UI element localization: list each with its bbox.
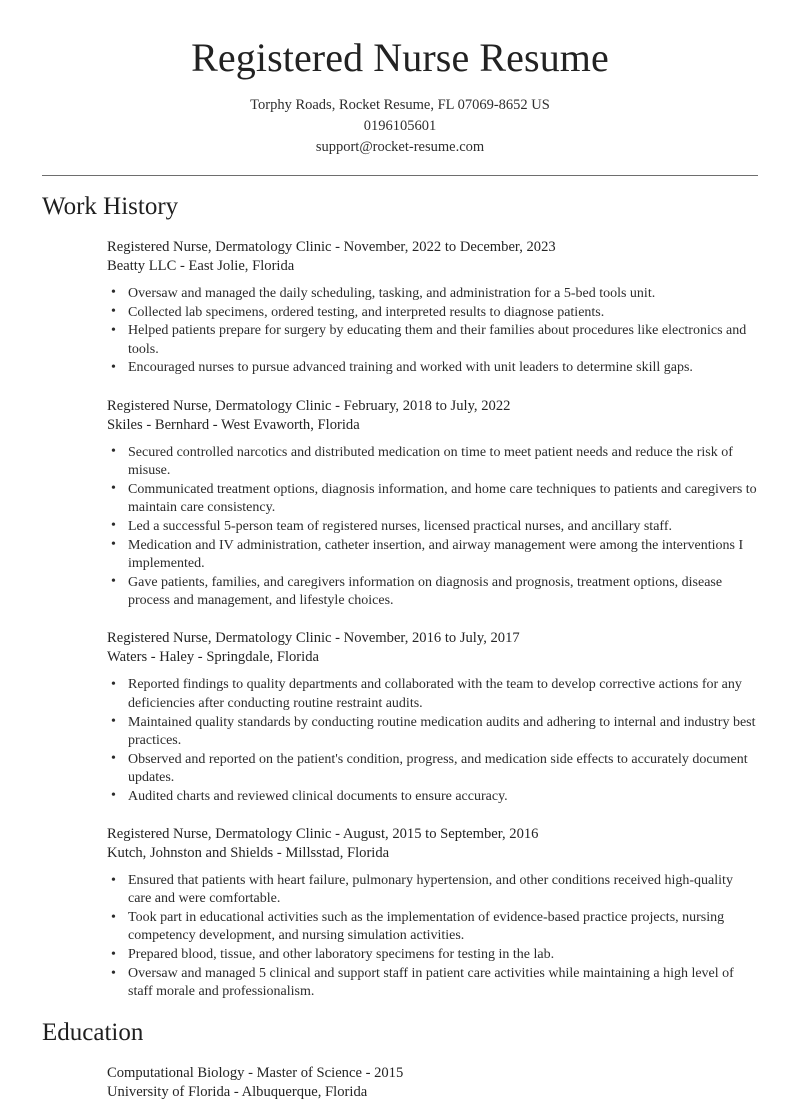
education-entries xyxy=(42,1064,758,1102)
work-entry xyxy=(107,825,758,1002)
section-title-education: Education xyxy=(42,1018,144,1046)
list-item: • Gave patients, families, and caregivers information on diagnosis and prognosis, treatment options, disease process and management, and lifestyle choices. xyxy=(107,574,758,611)
work-entry-bullets xyxy=(107,676,758,806)
list-item: • Oversaw and managed the daily scheduling, tasking, and administration for a 5-bed tools unit. xyxy=(107,285,758,303)
work-entry xyxy=(107,238,758,378)
resume-header xyxy=(0,0,800,158)
work-entry-employer: Kutch, Johnston and Shields - Millsstad, Florida xyxy=(107,845,390,862)
list-item: • Collected lab specimens, ordered testing, and interpreted results to diagnose patients. xyxy=(107,304,758,322)
work-entry-employer: Skiles - Bernhard - West Evaworth, Florida xyxy=(107,416,360,433)
list-item: • Took part in educational activities such as the implementation of evidence-based practice projects, nursing competency development, and nursing simulation activities. xyxy=(107,909,758,946)
list-item: • Maintained quality standards by conducting routine medication audits and adhering to internal and industry best practices. xyxy=(107,714,758,751)
contact-address: Torphy Roads, Rocket Resume, FL 07069-8652 US xyxy=(250,96,550,113)
work-entry-headline: Registered Nurse, Dermatology Clinic - November, 2022 to December, 2023 xyxy=(107,238,556,255)
work-entry-bullets xyxy=(107,872,758,1002)
section-education xyxy=(0,1018,800,1102)
list-item: • Observed and reported on the patient's condition, progress, and medication side effects to accurately document updates. xyxy=(107,751,758,788)
header-divider xyxy=(42,175,758,176)
section-title-work-history: Work History xyxy=(42,192,179,220)
list-item: • Secured controlled narcotics and distributed medication on time to meet patient needs and reduce the risk of misuse. xyxy=(107,444,758,481)
work-entry-headline: Registered Nurse, Dermatology Clinic - February, 2018 to July, 2022 xyxy=(107,397,511,414)
list-item: • Communicated treatment options, diagnosis information, and home care techniques to patients and caregivers to maintain care consistency. xyxy=(107,481,758,518)
work-entry-bullets xyxy=(107,444,758,611)
list-item: • Medication and IV administration, catheter insertion, and airway management were among the interventions I implemented. xyxy=(107,537,758,574)
education-entry-headline: Computational Biology - Master of Science - 2015 xyxy=(107,1064,404,1081)
list-item: • Helped patients prepare for surgery by educating them and their families about procedures like electronics and tools. xyxy=(107,322,758,359)
contact-phone: 0196105601 xyxy=(363,117,437,134)
list-item: • Encouraged nurses to pursue advanced training and worked with unit leaders to determine skill gaps. xyxy=(107,359,758,377)
page-title: Registered Nurse Resume xyxy=(191,35,609,80)
list-item: • Prepared blood, tissue, and other laboratory specimens for testing in the lab. xyxy=(107,946,758,964)
education-entry xyxy=(107,1064,758,1102)
work-entry-headline: Registered Nurse, Dermatology Clinic - November, 2016 to July, 2017 xyxy=(107,630,520,647)
work-entry-employer: Waters - Haley - Springdale, Florida xyxy=(107,649,319,666)
work-history-entries xyxy=(42,238,758,1002)
list-item: • Audited charts and reviewed clinical documents to ensure accuracy. xyxy=(107,788,758,806)
work-entry xyxy=(107,629,758,806)
work-entry-bullets xyxy=(107,285,758,378)
list-item: • Reported findings to quality departments and collaborated with the team to develop corrective actions for any deficiencies after conducting routine restraint audits. xyxy=(107,676,758,713)
education-entry-school: University of Florida - Albuquerque, Florida xyxy=(107,1083,368,1100)
work-entry-headline: Registered Nurse, Dermatology Clinic - August, 2015 to September, 2016 xyxy=(107,826,539,843)
section-work-history xyxy=(0,192,800,1002)
list-item: • Ensured that patients with heart failure, pulmonary hypertension, and other conditions received high-quality care and were comfortable. xyxy=(107,872,758,909)
list-item: • Led a successful 5-person team of registered nurses, licensed practical nurses, and ancillary staff. xyxy=(107,518,758,536)
contact-block xyxy=(0,95,800,158)
work-entry-employer: Beatty LLC - East Jolie, Florida xyxy=(107,257,295,274)
work-entry xyxy=(107,397,758,611)
list-item: • Oversaw and managed 5 clinical and support staff in patient care activities while maintaining a high level of staff morale and professionalism. xyxy=(107,965,758,1002)
contact-email: support@rocket-resume.com xyxy=(315,138,485,155)
